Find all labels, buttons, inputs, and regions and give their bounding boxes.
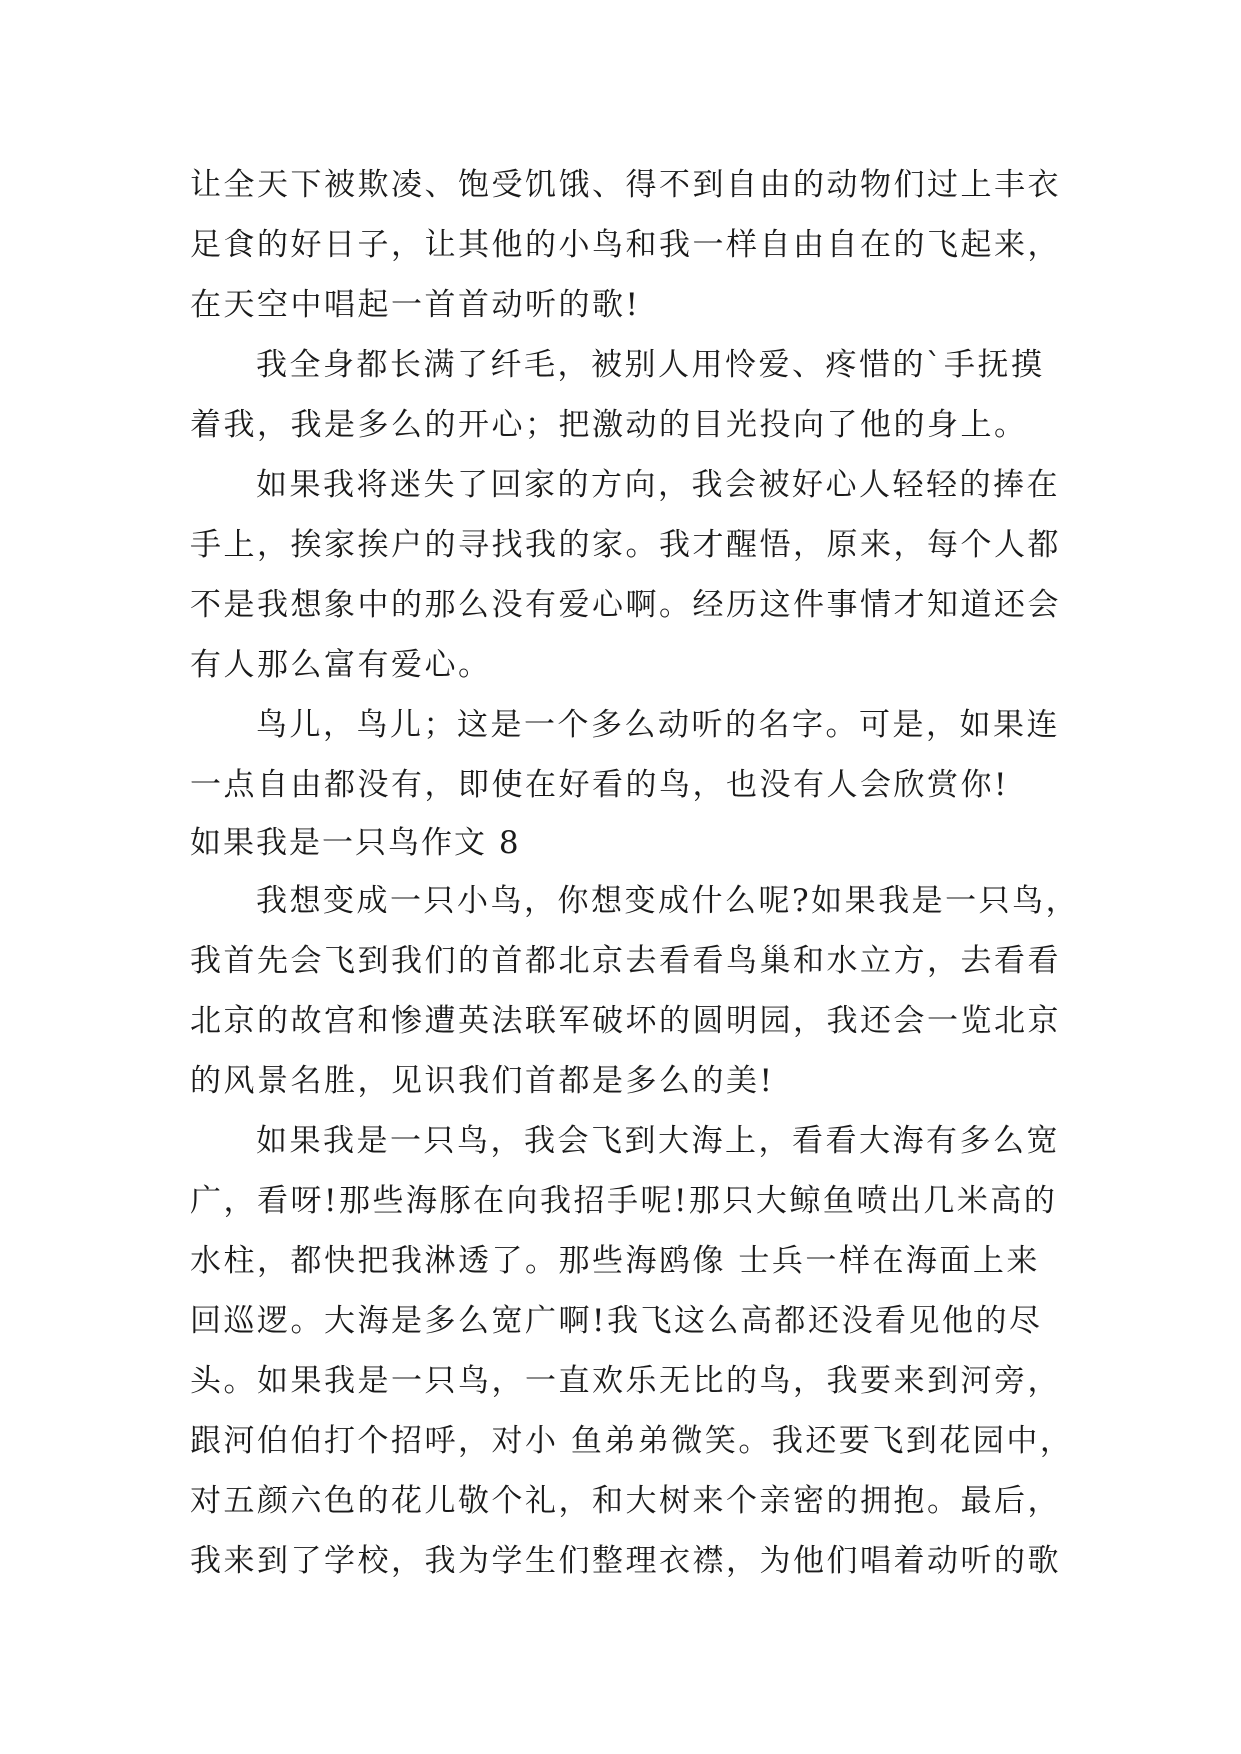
text-line: 让全天下被欺凌、饱受饥饿、得不到自由的动物们过上丰衣 bbox=[190, 167, 1061, 203]
text-line: 在天空中唱起一首首动听的歌! bbox=[190, 287, 641, 323]
text-line: 我来到了学校，我为学生们整理衣襟，为他们唱着动听的歌 bbox=[190, 1543, 1061, 1579]
text-line: 水柱，都快把我淋透了。那些海鸥像 士兵一样在海面上来 bbox=[190, 1243, 1040, 1279]
text-line: 北京的故宫和惨遭英法联军破坏的圆明园，我还会一览北京 bbox=[190, 1003, 1061, 1039]
paragraph-first-line: 我想变成一只小鸟，你想变成什么呢?如果我是一只鸟， bbox=[256, 883, 1080, 919]
text-line: 对五颜六色的花儿敬个礼，和大树来个亲密的拥抱。最后， bbox=[190, 1483, 1061, 1519]
text-line: 手上，挨家挨户的寻找我的家。我才醒悟，原来，每个人都 bbox=[190, 527, 1061, 563]
document-body bbox=[190, 155, 1080, 1591]
text-line: 广，看呀!那些海豚在向我招手呢!那只大鲸鱼喷出几米高的 bbox=[190, 1183, 1058, 1219]
paragraph-first-line: 我全身都长满了纤毛，被别人用怜爱、疼惜的`手抚摸 bbox=[256, 347, 1045, 383]
text-line: 足食的好日子，让其他的小鸟和我一样自由自在的飞起来， bbox=[190, 227, 1061, 263]
text-line: 的风景名胜，见识我们首都是多么的美! bbox=[190, 1063, 775, 1099]
text-line: 不是我想象中的那么没有爱心啊。经历这件事情才知道还会 bbox=[190, 587, 1061, 623]
text-line: 我首先会飞到我们的首都北京去看看鸟巢和水立方，去看看 bbox=[190, 943, 1061, 979]
text-line: 跟河伯伯打个招呼，对小 鱼弟弟微笑。我还要飞到花园中， bbox=[190, 1423, 1074, 1459]
paragraph-first-line: 如果我将迷失了回家的方向，我会被好心人轻轻的捧在 bbox=[256, 467, 1060, 503]
section-heading: 如果我是一只鸟作文 8 bbox=[190, 825, 521, 861]
paragraph-first-line: 如果我是一只鸟，我会飞到大海上，看看大海有多么宽 bbox=[256, 1123, 1060, 1159]
text-line: 着我，我是多么的开心；把激动的目光投向了他的身上。 bbox=[190, 407, 1028, 443]
text-line: 一点自由都没有，即使在好看的鸟，也没有人会欣赏你! bbox=[190, 767, 1009, 803]
text-line: 有人那么富有爱心。 bbox=[190, 647, 492, 683]
text-line: 回巡逻。大海是多么宽广啊!我飞这么高都还没看见他的尽 bbox=[190, 1303, 1043, 1339]
text-line: 头。如果我是一只鸟，一直欢乐无比的鸟，我要来到河旁， bbox=[190, 1363, 1061, 1399]
paragraph-first-line: 鸟儿，鸟儿；这是一个多么动听的名字。可是，如果连 bbox=[256, 707, 1060, 743]
